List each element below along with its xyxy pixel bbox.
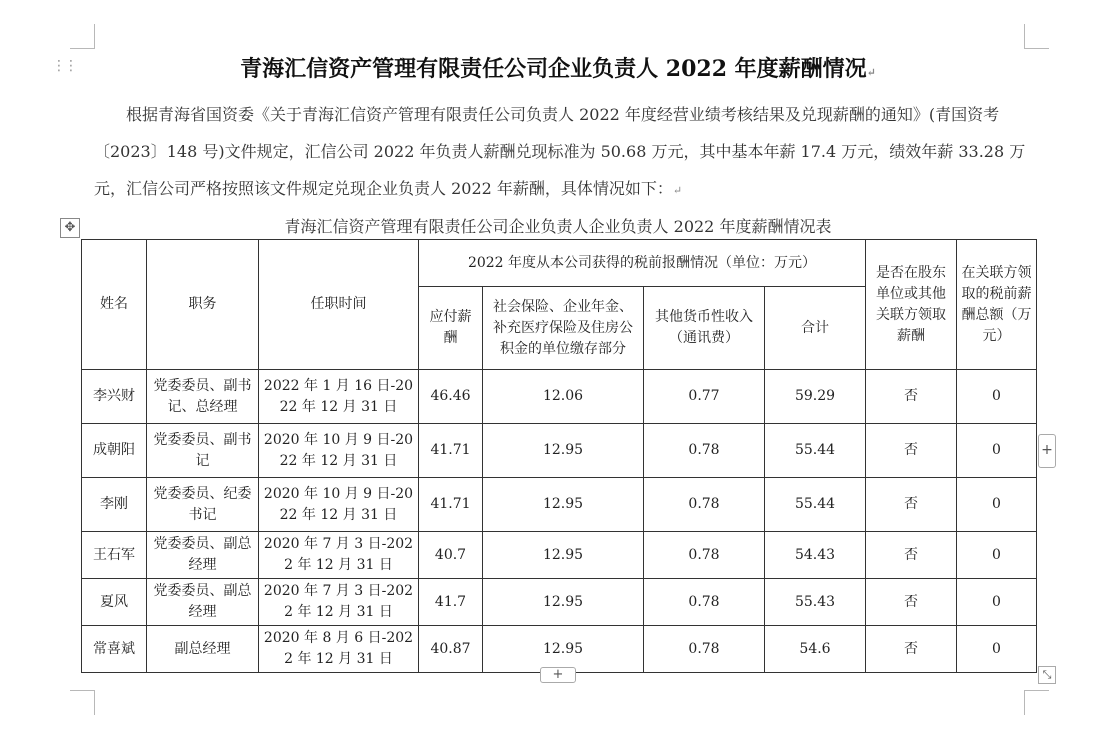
- cell-total: 54.6: [765, 626, 866, 673]
- cell-other: 0.78: [644, 424, 765, 478]
- cell-name: 李兴财: [82, 370, 147, 424]
- cell-name: 常喜斌: [82, 626, 147, 673]
- header-shareholder: 是否在股东单位或其他关联方领取薪酬: [866, 240, 957, 370]
- intro-paragraph: [94, 96, 1026, 209]
- cell-related: 0: [957, 579, 1037, 626]
- header-position: 职务: [147, 240, 259, 370]
- cell-position: 党委委员、副总经理: [147, 532, 259, 579]
- cell-position: 副总经理: [147, 626, 259, 673]
- cell-total: 54.43: [765, 532, 866, 579]
- cell-name: 成朝阳: [82, 424, 147, 478]
- page-corner-mark-top-right: [1024, 24, 1049, 49]
- table-row: [82, 424, 1037, 478]
- cell-shareholder: 否: [866, 579, 957, 626]
- table-row: [82, 370, 1037, 424]
- cell-tenure: 2022 年 1 月 16 日-2022 年 12 月 31 日: [259, 370, 419, 424]
- cell-position: 党委委员、副书记、总经理: [147, 370, 259, 424]
- cell-tenure: 2020 年 8 月 6 日-2022 年 12 月 31 日: [259, 626, 419, 673]
- cell-name: 李刚: [82, 478, 147, 532]
- table-caption: [0, 214, 1116, 237]
- cell-other: 0.78: [644, 478, 765, 532]
- cell-tenure: 2020 年 10 月 9 日-2022 年 12 月 31 日: [259, 478, 419, 532]
- cell-total: 55.43: [765, 579, 866, 626]
- cell-salary: 41.71: [419, 478, 483, 532]
- cell-related: 0: [957, 478, 1037, 532]
- cell-shareholder: 否: [866, 532, 957, 579]
- cell-salary: 40.87: [419, 626, 483, 673]
- table-header-row: [82, 240, 1037, 287]
- header-social: 社会保险、企业年金、补充医疗保险及住房公积金的单位缴存部分: [483, 287, 644, 370]
- table-row: [82, 579, 1037, 626]
- cell-social: 12.06: [483, 370, 644, 424]
- paragraph-mark-icon: ↵: [866, 66, 876, 79]
- cell-position: 党委委员、副总经理: [147, 579, 259, 626]
- cell-tenure: 2020 年 10 月 9 日-2022 年 12 月 31 日: [259, 424, 419, 478]
- cell-other: 0.77: [644, 370, 765, 424]
- cell-total: 55.44: [765, 478, 866, 532]
- add-row-button[interactable]: +: [540, 667, 576, 683]
- salary-table: [81, 239, 1037, 673]
- header-name: 姓名: [82, 240, 147, 370]
- cell-salary: 46.46: [419, 370, 483, 424]
- paragraph-mark-icon: ↵: [672, 184, 683, 197]
- cell-total: 55.44: [765, 424, 866, 478]
- title-text: 青海汇信资产管理有限责任公司企业负责人 2022 年度薪酬情况: [240, 56, 867, 82]
- cell-social: 12.95: [483, 626, 644, 673]
- cell-name: 夏风: [82, 579, 147, 626]
- header-tenure: 任职时间: [259, 240, 419, 370]
- table-row: [82, 532, 1037, 579]
- cell-salary: 41.71: [419, 424, 483, 478]
- cell-other: 0.78: [644, 579, 765, 626]
- cell-related: 0: [957, 424, 1037, 478]
- cell-other: 0.78: [644, 626, 765, 673]
- page-corner-mark-top-left: [70, 24, 95, 49]
- table-row: [82, 478, 1037, 532]
- cell-related: 0: [957, 532, 1037, 579]
- paragraph-drag-handle-icon[interactable]: ⋮⋮: [52, 58, 76, 74]
- page-corner-mark-bottom-right: [1024, 690, 1049, 715]
- table-resize-handle-icon[interactable]: ⤡: [1038, 666, 1056, 684]
- page-corner-mark-bottom-left: [70, 690, 95, 715]
- cell-tenure: 2020 年 7 月 3 日-2022 年 12 月 31 日: [259, 579, 419, 626]
- header-other: 其他货币性收入（通讯费）: [644, 287, 765, 370]
- table-move-handle-icon[interactable]: ✥: [60, 218, 80, 238]
- table-row: [82, 626, 1037, 673]
- cell-shareholder: 否: [866, 626, 957, 673]
- header-total: 合计: [765, 287, 866, 370]
- intro-text: 根据青海省国资委《关于青海汇信资产管理有限责任公司负责人 2022 年度经营业绩考核结果及兑现薪酬的通知》(青国资考〔2023〕148 号)文件规定，汇信公司 2022 年负责人薪酬兑现标准为 50.68 万元，其中基本年薪 17.4 万元，绩效年薪 33.28 万元，汇信公司严格按照该文件规定兑现企业负责人 2022 年薪酬，具体情况如下：: [94, 105, 1026, 198]
- cell-position: 党委委员、纪委书记: [147, 478, 259, 532]
- cell-social: 12.95: [483, 532, 644, 579]
- cell-social: 12.95: [483, 579, 644, 626]
- caption-text: 青海汇信资产管理有限责任公司企业负责人企业负责人 2022 年度薪酬情况表: [284, 217, 832, 236]
- cell-related: 0: [957, 370, 1037, 424]
- cell-other: 0.78: [644, 532, 765, 579]
- cell-shareholder: 否: [866, 478, 957, 532]
- header-salary: 应付薪酬: [419, 287, 483, 370]
- cell-name: 王石军: [82, 532, 147, 579]
- cell-salary: 41.7: [419, 579, 483, 626]
- cell-social: 12.95: [483, 478, 644, 532]
- header-related: 在关联方领取的税前薪酬总额（万元）: [957, 240, 1037, 370]
- header-pay-group: 2022 年度从本公司获得的税前报酬情况（单位：万元）: [419, 240, 866, 287]
- cell-social: 12.95: [483, 424, 644, 478]
- cell-shareholder: 否: [866, 424, 957, 478]
- cell-related: 0: [957, 626, 1037, 673]
- add-column-button[interactable]: +: [1038, 434, 1056, 468]
- cell-shareholder: 否: [866, 370, 957, 424]
- cell-tenure: 2020 年 7 月 3 日-2022 年 12 月 31 日: [259, 532, 419, 579]
- cell-total: 59.29: [765, 370, 866, 424]
- cell-salary: 40.7: [419, 532, 483, 579]
- cell-position: 党委委员、副书记: [147, 424, 259, 478]
- document-title: [0, 52, 1116, 83]
